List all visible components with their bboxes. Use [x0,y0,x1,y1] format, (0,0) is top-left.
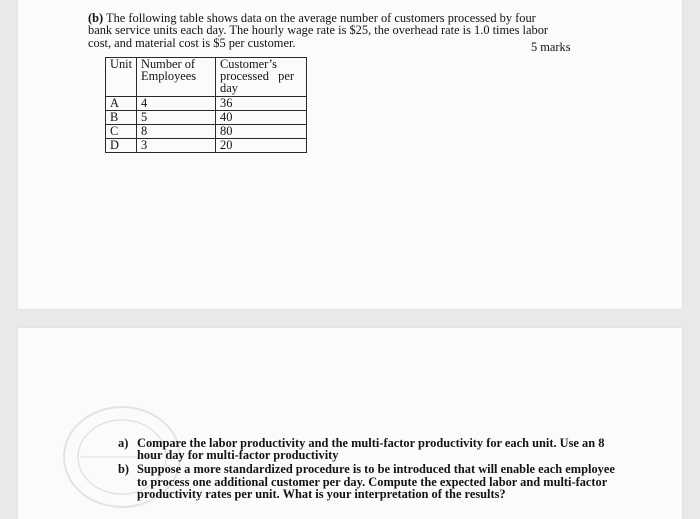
question-line: to process one additional customer per day. Compute the expected labor and multi-factor [137,474,608,489]
header-unit: Unit [106,58,137,97]
question-item [118,462,615,501]
header-employees-line-2: Employees [141,69,197,83]
cell-unit: D [106,139,137,153]
table-row [106,97,307,111]
cell-employees: 8 [137,125,216,139]
question-label: b) [118,462,130,477]
header-employees-line-1: Number of [141,57,196,71]
statement-line-3: cost, and material cost is $5 per customer. [88,35,296,50]
data-table [105,57,307,153]
question-item [118,437,608,461]
header-customers-line-2: processed per [220,69,294,83]
question-label: a) [118,436,129,450]
cell-customers: 36 [216,97,307,111]
marks-label: 5 marks [531,40,571,54]
header-customers-line-1: Customer’s [220,57,277,71]
table-row [106,125,307,139]
header-employees [137,58,216,97]
header-customers [216,58,307,97]
question-line: productivity rates per unit. What is your interpretation of the results? [137,486,506,501]
table-row [106,139,307,153]
question-line: Compare the labor productivity and the multi-factor productivity for each unit. Use an 8 [137,436,605,450]
cell-unit: B [106,111,137,125]
cell-customers: 20 [216,139,307,153]
question-list [118,436,615,502]
header-customers-line-3: day [220,81,238,95]
part-label: (b) [88,11,104,25]
cell-employees: 3 [137,139,216,153]
statement-line-2: bank service units each day. The hourly wage rate is $25, the overhead rate is 1.0 times labor [88,23,549,38]
cell-customers: 80 [216,125,307,139]
cell-unit: C [106,125,137,139]
cell-employees: 4 [137,97,216,111]
cell-customers: 40 [216,111,307,125]
table-header-row [106,58,307,97]
question-line: Suppose a more standardized procedure is to be introduced that will enable each employee [137,462,615,477]
cell-employees: 5 [137,111,216,125]
table-row [106,111,307,125]
problem-statement [88,12,608,49]
statement-text-1: The following table shows data on the average number of customers processed by four [103,11,536,25]
question-line: hour day for multi-factor productivity [137,448,339,463]
cell-unit: A [106,97,137,111]
